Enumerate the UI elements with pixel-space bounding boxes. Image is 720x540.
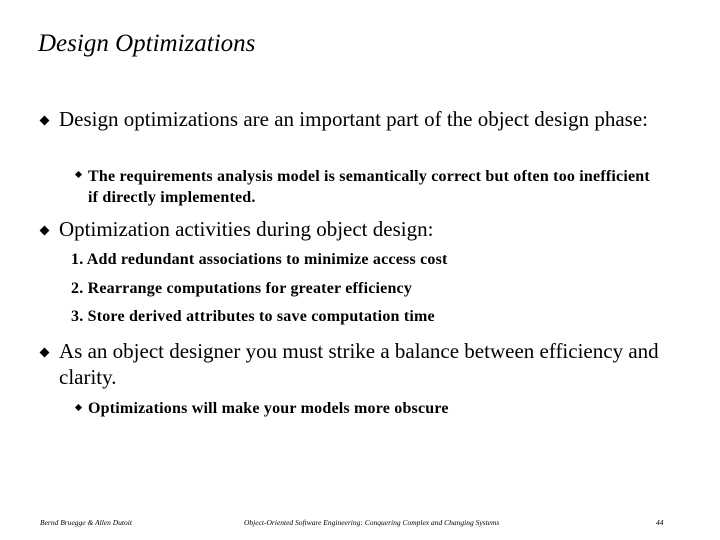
- small-diamond-bullet-icon: [75, 171, 82, 178]
- footer-book-title: Object-Oriented Software Engineering: Conquering Complex and Changing Systems: [244, 518, 500, 527]
- small-diamond-bullet-icon: [75, 404, 82, 411]
- footer-page-number: 44: [656, 518, 664, 527]
- bullet-text: Design optimizations are an important part of the object design phase:: [59, 107, 649, 131]
- diamond-bullet-icon: [40, 348, 50, 358]
- slide-title: Design Optimizations: [38, 30, 256, 57]
- sub-bullet-text: The requirements analysis model is semantically correct but often too inefficient if directly implemented.: [88, 168, 650, 206]
- numbered-item: 1. Add redundant associations to minimize access cost: [71, 251, 448, 268]
- bullet-text: Optimization activities during object design:: [59, 217, 434, 241]
- numbered-item: 2. Rearrange computations for greater efficiency: [71, 280, 413, 297]
- bullet-text: As an object designer you must strike a balance between efficiency and clarity.: [59, 339, 659, 389]
- footer-authors: Bernd Bruegge & Allen Dutoit: [40, 518, 132, 527]
- diamond-bullet-icon: [40, 116, 50, 126]
- diamond-bullet-icon: [40, 226, 50, 236]
- numbered-item: 3. Store derived attributes to save computation time: [71, 308, 435, 325]
- sub-bullet-text: Optimizations will make your models more obscure: [88, 400, 449, 417]
